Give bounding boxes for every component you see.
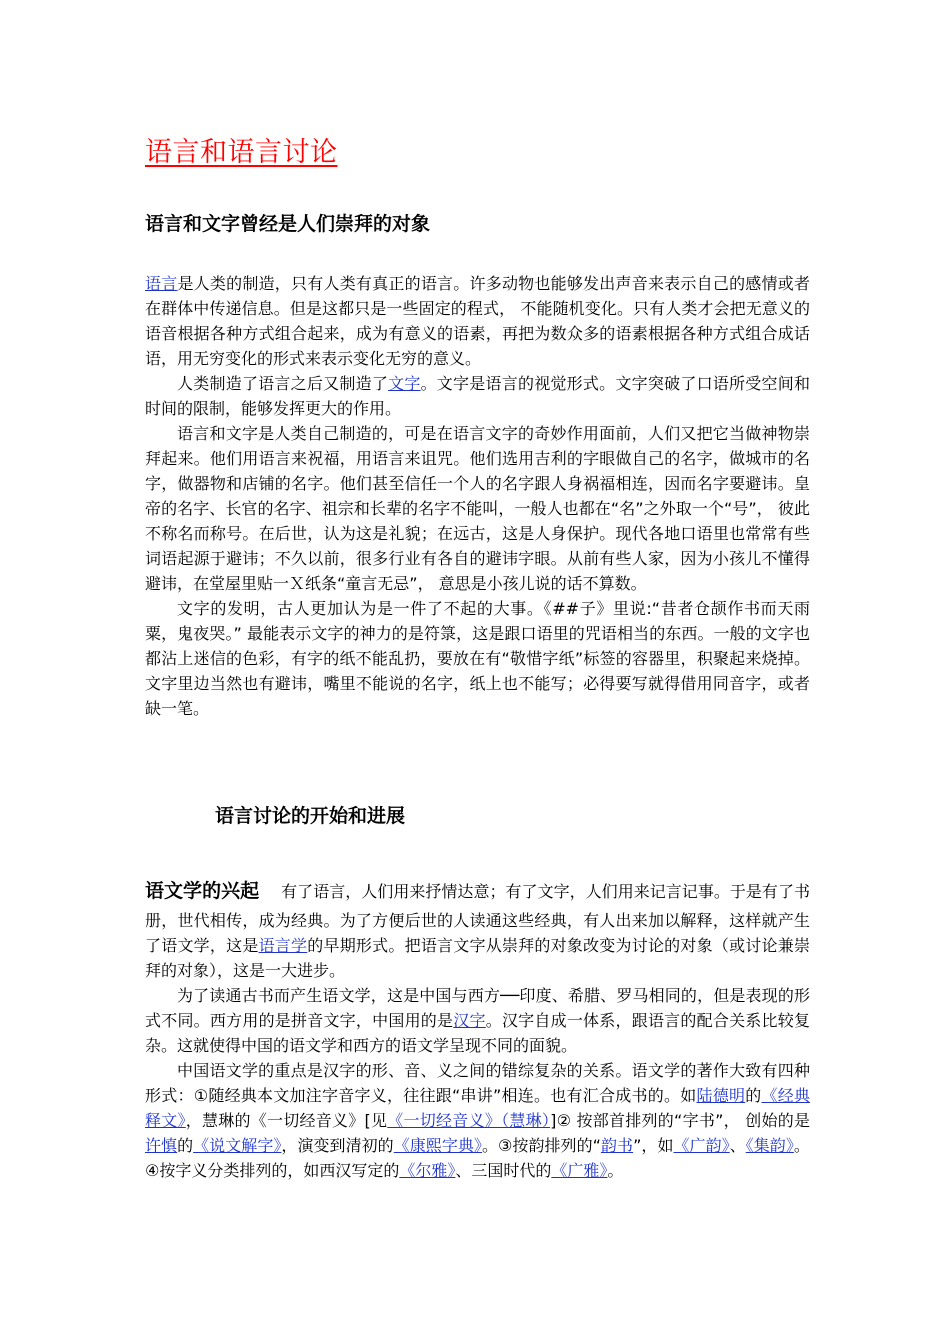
paragraph-text: 、	[729, 1136, 746, 1155]
link-shuowen-jiezi[interactable]: 《说文解字》	[193, 1136, 282, 1155]
paragraph-text: 。③按韵排列的“	[481, 1136, 601, 1155]
paragraph-text: 中国语文学的重点是汉字的形、音、义之间的错综复杂的关系。语文学的著作大致有四种形式：①随经典本文加注字音字义，往往跟“串讲”相连。也有汇合成书的。如	[145, 1061, 810, 1105]
link-ludeming[interactable]: 陆德明	[696, 1086, 746, 1105]
paragraph-text: ”，如	[633, 1136, 674, 1155]
paragraph-4: 文字的发明，古人更加认为是一件了不起的大事。《##子》里说:“昔者仓颉作书而天雨粟，鬼夜哭。” 最能表示文字的神力的是符箓，这是跟口语里的咒语相当的东西。一般的文字也都沾上迷信的色彩，有字的纸不能乱扔，要放在有“敬惜字纸”标签的容器里，积聚起来烧掉。文字里边当然也有避讳，嘴里不能说的名字，纸上也不能写；必得要写就得借用同音字，或者缺一笔。	[145, 599, 810, 718]
paragraph-text: 。	[607, 1161, 624, 1180]
link-xushen[interactable]: 许慎	[145, 1136, 178, 1155]
paragraph-text: 、三国时代的	[455, 1161, 552, 1180]
link-hanzi[interactable]: 汉字	[453, 1011, 486, 1030]
link-yuyan[interactable]: 语言	[145, 274, 178, 293]
section-body-worship	[145, 271, 810, 721]
paragraph-text: 的	[177, 1136, 194, 1155]
section-body-discussion	[145, 875, 810, 1183]
paragraph-text: 的早期形式。把语言文字从崇拜的对象改变为讨论的对象（或讨论兼崇拜的对象），这是一大进步。	[145, 936, 810, 980]
paragraph-1	[145, 271, 810, 371]
section-heading-worship: 语言和文字曾经是人们崇拜的对象	[145, 213, 431, 235]
page-title[interactable]: 语言和语言讨论	[145, 137, 338, 168]
paragraph-text: 。④按字义分类排列的，如西汉写定的	[145, 1136, 810, 1180]
paragraph-3: 语言和文字是人类自己制造的，可是在语言文字的奇妙作用面前，人们又把它当做神物崇拜起来。他们用语言来祝福，用语言来诅咒。他们选用吉利的字眼做自己的名字，做城市的名字，做器物和店铺的名字。他们甚至信任一个人的名字跟人身祸福相连，因而名字要避讳。皇帝的名字、长官的名字、祖宗和长辈的名字不能叫，一般人也都在“名”之外取一个“号”， 彼此不称名而称号。在后世，认为这是礼貌；在远古，这是人身保护。现代各地口语里也常常有些词语起源于避讳；不久以前，很多行业有各自的避讳字眼。从前有些人家，因为小孩儿不懂得避讳，在堂屋里贴一Ｘ纸条“童言无忌”， 意思是小孩儿说的话不算数。	[145, 424, 810, 593]
paragraph-2	[145, 371, 810, 421]
paragraph-text: 为了读通古书而产生语文学，这是中国与西方──印度、希腊、罗马相同的，但是表现的形式不同。西方用的是拼音文字，中国用的是	[145, 986, 810, 1030]
paragraph-text: ]② 按部首排列的“字书”， 创始的是	[550, 1111, 810, 1130]
link-erya[interactable]: 《尔雅》	[399, 1161, 456, 1180]
link-yiqie-jing-yinyi[interactable]: 《一切经音义》（慧琳）	[387, 1111, 551, 1130]
paragraph-text: ，演变到清初的	[281, 1136, 394, 1155]
paragraph-text: 有了语言，人们用来抒情达意；有了文字，人们用来记言记事。于是有了书册，世代相传，成为经典。为了方便后世的人读通这些经典，有人出来加以解释，这样就产生了语文学，这是	[145, 882, 810, 955]
section-heading-discussion: 语言讨论的开始和进展	[215, 805, 406, 827]
paragraph-text: 。汉字自成一体系，跟语言的配合关系比较复杂。这就使得中国的语文学和西方的语文学呈现不同的面貌。	[145, 1011, 810, 1055]
link-yunshu[interactable]: 韵书	[600, 1136, 634, 1155]
subsection-heading: 语文学的兴起	[145, 880, 260, 902]
link-yuyanxue[interactable]: 语言学	[258, 936, 308, 955]
link-guangyun[interactable]: 《广韵》	[673, 1136, 730, 1155]
paragraph-5	[145, 875, 810, 983]
paragraph-text: 。文字是语言的视觉形式。文字突破了口语所受空间和时间的限制，能够发挥更大的作用。	[145, 374, 810, 418]
paragraph-text: ，慧琳的《一切经音义》[见	[185, 1111, 388, 1130]
paragraph-text: 人类制造了语言之后又制造了	[177, 374, 389, 393]
link-guangya[interactable]: 《广雅》	[551, 1161, 608, 1180]
link-jingdian-shiwen[interactable]: 《经典释文》	[145, 1086, 810, 1130]
paragraph-6	[145, 983, 810, 1058]
paragraph-text: 是人类的制造，只有人类有真正的语言。许多动物也能够发出声音来表示自己的感情或者在群体中传递信息。但是这都只是一些固定的程式， 不能随机变化。只有人类才会把无意义的语音根据各种方式组合起来，成为有意义的语素，再把为数众多的语素根据各种方式组合成话语，用无穷变化的形式来表示变化无穷的意义。	[145, 274, 810, 368]
link-wenzi[interactable]: 文字	[388, 374, 421, 393]
link-jiyun[interactable]: 《集韵》	[745, 1136, 794, 1155]
paragraph-7	[145, 1058, 810, 1183]
paragraph-text: 的	[745, 1086, 762, 1105]
lead-line	[145, 882, 281, 901]
link-kangxi-zidian[interactable]: 《康熙字典》	[393, 1136, 482, 1155]
